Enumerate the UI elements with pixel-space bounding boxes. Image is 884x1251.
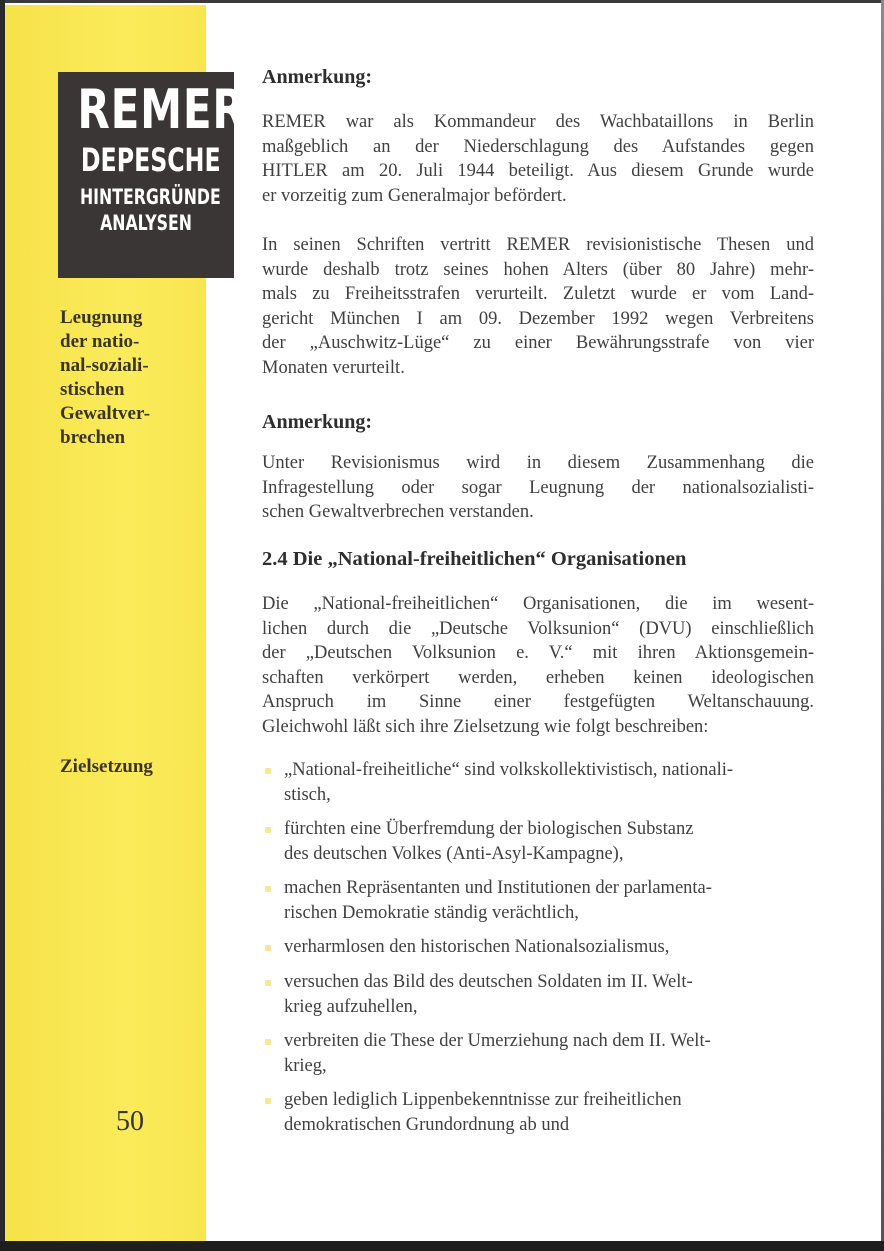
bullet-marker	[265, 1098, 271, 1104]
logo-line-analysen: ANALYSEN	[100, 211, 192, 235]
note1-heading: Anmerkung:	[262, 66, 373, 88]
section-heading: 2.4 Die „National-freiheitlichen“ Organisationen	[262, 548, 687, 570]
sidebar-label-zielsetzung: Zielsetzung	[60, 756, 153, 777]
page-number: 50	[116, 1106, 144, 1137]
scan-edge-bottom	[0, 1241, 884, 1251]
sidebar-label-leugnung: Leugnung der natio- nal-soziali- stischen Gewaltver- brechen	[60, 307, 151, 448]
bullet-marker	[265, 1039, 271, 1045]
section-paragraph: Die „National-freiheitlichen“ Organisationen, die im wesent- lichen durch die „Deutsche Volksunion“ (DVU) einschließlich der „Deutschen Volksunion e. V.“ mit ihren Aktionsgemein- schaften verkörpert werden, erheben keinen ideologischen Anspruch im Sinne einer festgefügten Weltanschauung. Gleichwohl läßt sich ihre Zielsetzung wie folgt beschreiben:	[262, 594, 814, 737]
scan-edge-top	[0, 0, 884, 3]
bullet-marker	[265, 980, 271, 986]
bullet-marker	[265, 886, 271, 892]
document-page: REMER DEPESCHE HINTERGRÜNDE ANALYSEN Leugnung der natio- nal-soziali- stischen Gewaltver- brechen Zielsetzung 50 Anmerkung: REMER war als Kommandeur des Wachbataillons in Berlin maßgeblich an der Niederschlagung des Aufstandes gegen HITLER am 20. Juli 1944 beteiligt. Aus diesem Grunde wurde er vorzeitig zum Generalmajor befördert. In seinen Schriften vertritt REMER revisionistische Thesen und wurde deshalb trotz seines hohen Alters (über 80 Jahre) mehr- mals zu Freiheitsstrafen verurteilt. Zuletzt wurde er vom Land- gericht München I am 09. Dezember 1992 wegen Verbreitens der „Auschwitz-Lüge“ zu einer Bewährungsstrafe von vier Monaten verurteilt. Anmerkung: Unter Revisionismus wird in diesem Zusammenhang die Infragestellung oder sogar Leugnung der nationalsozialisti- schen Gewaltverbrechen verstanden. 2.4 Die „National-freiheitlichen“ Organisationen Die „National-freiheitlichen“ Organisationen, die im wesent- lichen durch die „Deutsche Volksunion“ (DVU) einschließlich der „Deutschen Volksunion e. V.“ mit ihren Aktionsgemein- schaften verkörpert werden, erheben keinen ideologischen Anspruch im Sinne einer festgefügten Weltanschauung. Gleichwohl läßt sich ihre Zielsetzung wie folgt beschreiben: „National-freiheitliche“ sind volkskollektivistisch, nationali- stisch, fürchten eine Überfremdung der biologischen Substanz des deutschen Volkes (Anti-Asyl-Kampagne), machen Repräsentanten und Institutionen der parlamenta- rischen Demokratie ständig verächtlich, verharmlosen den historischen Nationalsozialismus, versuchen das Bild des deutschen Soldaten im II. Welt- krieg aufzuhellen, verbreiten die These der Umerziehung nach dem II. Welt- krieg, geben lediglich Lippenbekenntnisse zur freiheitlichen demokratischen Grundordnung ab und	[0, 0, 884, 1251]
note1-paragraph-2: In seinen Schriften vertritt REMER revisionistische Thesen und wurde deshalb trotz seines hohen Alters (über 80 Jahre) mehr- mals zu Freiheitsstrafen verurteilt. Zuletzt wurde er vom Land- gericht München I am 09. Dezember 1992 wegen Verbreitens der „Auschwitz-Lüge“ zu einer Bewährungsstrafe von vier Monaten verurteilt.	[262, 235, 814, 378]
note2-heading: Anmerkung:	[262, 411, 373, 433]
note1-paragraph-1: REMER war als Kommandeur des Wachbataillons in Berlin maßgeblich an der Niederschlagung des Aufstandes gegen HITLER am 20. Juli 1944 beteiligt. Aus diesem Grunde wurde er vorzeitig zum Generalmajor befördert.	[262, 112, 814, 206]
scan-edge-left	[0, 0, 5, 1251]
note2-paragraph: Unter Revisionismus wird in diesem Zusammenhang die Infragestellung oder sogar Leugnung der nationalsozialisti- schen Gewaltverbrechen verstanden.	[262, 453, 814, 522]
bullet-marker	[265, 768, 271, 774]
bullet-marker	[265, 827, 271, 833]
logo-subtitle: DEPESCHE	[80, 141, 221, 179]
logo-title: REMER	[77, 78, 246, 141]
logo-line-hintergruende: HINTERGRÜNDE	[80, 185, 221, 209]
bullet-marker	[265, 945, 271, 951]
remer-depesche-logo	[58, 72, 246, 278]
